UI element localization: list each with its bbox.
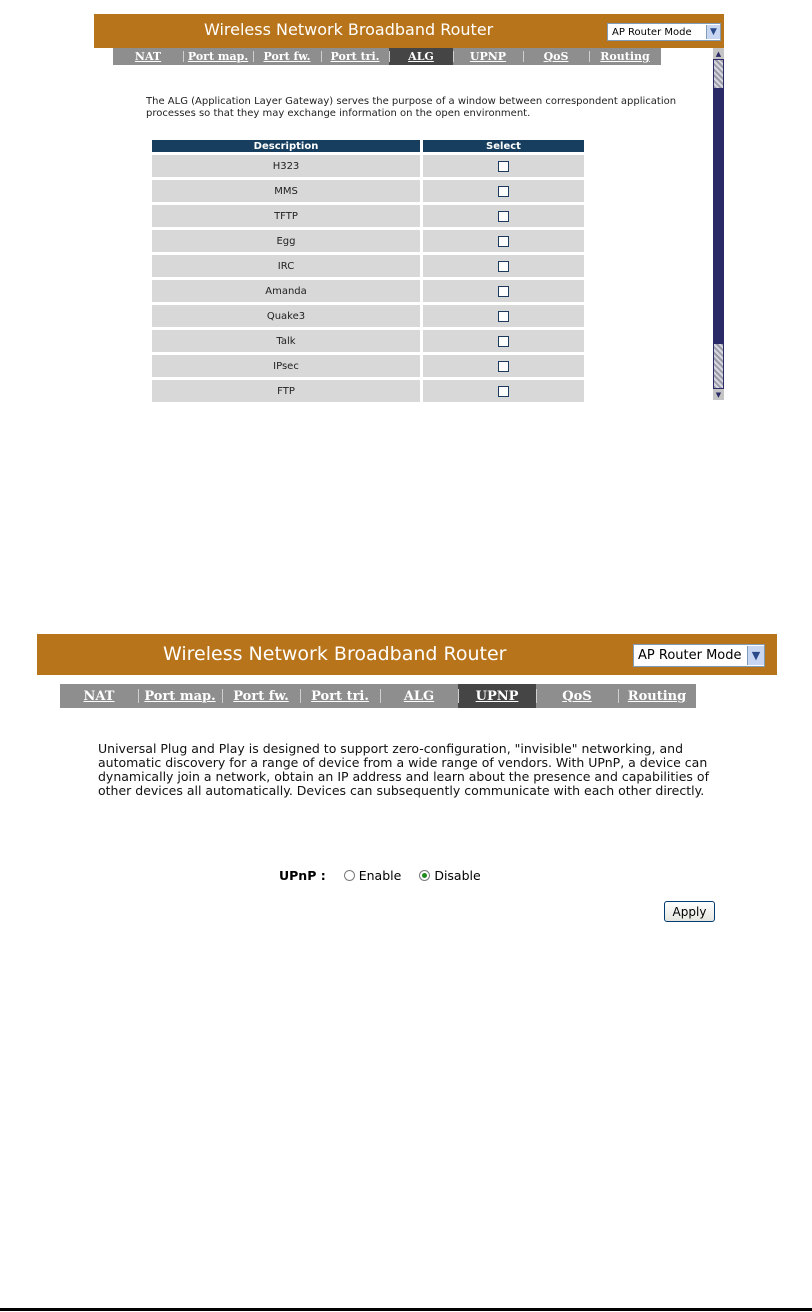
tab-routing[interactable]: Routing (589, 48, 661, 65)
alg-select-checkbox[interactable] (498, 361, 509, 372)
tab-upnp[interactable]: UPNP (458, 684, 536, 708)
alg-select-cell (423, 305, 584, 327)
table-row (152, 255, 584, 277)
table-row (152, 205, 584, 227)
tab-qos[interactable]: QoS (523, 48, 589, 65)
table-row (152, 280, 584, 302)
alg-col-select: Select (423, 140, 584, 152)
alg-select-checkbox[interactable] (498, 236, 509, 247)
upnp-label: UPnP : (279, 867, 326, 883)
tab-qos[interactable]: QoS (536, 684, 618, 708)
table-row (152, 330, 584, 352)
alg-table-header (152, 140, 584, 152)
alg-select-checkbox[interactable] (498, 336, 509, 347)
alg-protocol-name: IRC (152, 255, 420, 277)
scroll-down-icon[interactable]: ▼ (713, 389, 724, 400)
table-row (152, 305, 584, 327)
alg-protocol-name: IPsec (152, 355, 420, 377)
tab-port-map[interactable]: Port map. (138, 684, 222, 708)
upnp-description: Universal Plug and Play is designed to support zero-configuration, "invisible" networking, and automatic discovery for a range of device from a wide range of vendors. With UPnP, a device can dynamically join a network, obtain an IP address and learn about the presence and capabilities of other devices all automatically. Devices can subsequently communicate with each other directly. (98, 741, 709, 798)
upnp-tab-bar (60, 684, 696, 708)
upnp-setting-row (279, 866, 499, 884)
upnp-enable-label: Enable (358, 867, 402, 883)
tab-alg[interactable]: ALG (380, 684, 458, 708)
alg-select-cell (423, 280, 584, 302)
alg-select-checkbox[interactable] (498, 161, 509, 172)
tab-port-fw[interactable]: Port fw. (253, 48, 321, 65)
alg-protocol-name: FTP (152, 380, 420, 402)
alg-select-cell (423, 205, 584, 227)
table-row (152, 230, 584, 252)
upnp-enable-option[interactable] (344, 868, 402, 883)
alg-description: The ALG (Application Layer Gateway) serves the purpose of a window between correspondent application processes so that they may exchange information on the open environment. (146, 96, 677, 119)
alg-protocol-name: MMS (152, 180, 420, 202)
alg-select-cell (423, 155, 584, 177)
upnp-header-title: Wireless Network Broadband Router (163, 643, 507, 665)
alg-select-checkbox[interactable] (498, 286, 509, 297)
alg-select-cell (423, 255, 584, 277)
upnp-mode-select[interactable] (633, 644, 765, 667)
alg-scrollbar[interactable] (713, 48, 724, 400)
alg-mode-value: AP Router Mode (612, 26, 692, 38)
upnp-disable-label: Disable (434, 867, 481, 883)
upnp-disable-option[interactable] (419, 868, 480, 883)
alg-header-title: Wireless Network Broadband Router (204, 20, 494, 39)
chevron-down-icon[interactable]: ▼ (706, 25, 720, 39)
alg-select-checkbox[interactable] (498, 311, 509, 322)
tab-port-map[interactable]: Port map. (183, 48, 253, 65)
alg-protocol-name: Amanda (152, 280, 420, 302)
alg-select-cell (423, 380, 584, 402)
alg-select-checkbox[interactable] (498, 211, 509, 222)
alg-select-cell (423, 330, 584, 352)
upnp-mode-value: AP Router Mode (638, 648, 742, 663)
tab-nat[interactable]: NAT (134, 50, 162, 63)
alg-mode-select[interactable] (607, 23, 721, 41)
table-row (152, 355, 584, 377)
radio-selected-dot (422, 873, 427, 878)
alg-table (152, 140, 584, 411)
alg-rows (152, 152, 584, 411)
alg-protocol-name: TFTP (152, 205, 420, 227)
table-row (152, 180, 584, 202)
scroll-thumb[interactable] (714, 344, 723, 388)
alg-protocol-name: H323 (152, 155, 420, 177)
alg-select-checkbox[interactable] (498, 186, 509, 197)
tab-port-tri[interactable]: Port tri. (300, 684, 380, 708)
scroll-thumb-top-pattern (714, 60, 723, 88)
tab-port-tri[interactable]: Port tri. (321, 48, 389, 65)
tab-upnp[interactable]: UPNP (453, 48, 523, 65)
alg-protocol-name: Quake3 (152, 305, 420, 327)
upnp-enable-radio[interactable] (344, 870, 355, 881)
alg-protocol-name: Egg (152, 230, 420, 252)
scroll-up-icon[interactable]: ▲ (713, 48, 724, 59)
alg-col-description: Description (152, 140, 420, 152)
alg-select-checkbox[interactable] (498, 261, 509, 272)
chevron-down-icon[interactable]: ▼ (747, 646, 764, 665)
tab-port-fw[interactable]: Port fw. (222, 684, 300, 708)
page-bottom-rule (0, 1308, 812, 1311)
alg-select-cell (423, 230, 584, 252)
upnp-disable-radio[interactable] (419, 870, 430, 881)
alg-select-cell (423, 355, 584, 377)
table-row (152, 380, 584, 402)
apply-button[interactable]: Apply (664, 901, 715, 922)
alg-protocol-name: Talk (152, 330, 420, 352)
table-row (152, 155, 584, 177)
alg-select-checkbox[interactable] (498, 386, 509, 397)
tab-routing[interactable]: Routing (618, 684, 696, 708)
alg-select-cell (423, 180, 584, 202)
tab-alg[interactable]: ALG (389, 48, 453, 65)
alg-tab-bar (113, 48, 661, 65)
tab-nat[interactable]: NAT (83, 688, 115, 704)
